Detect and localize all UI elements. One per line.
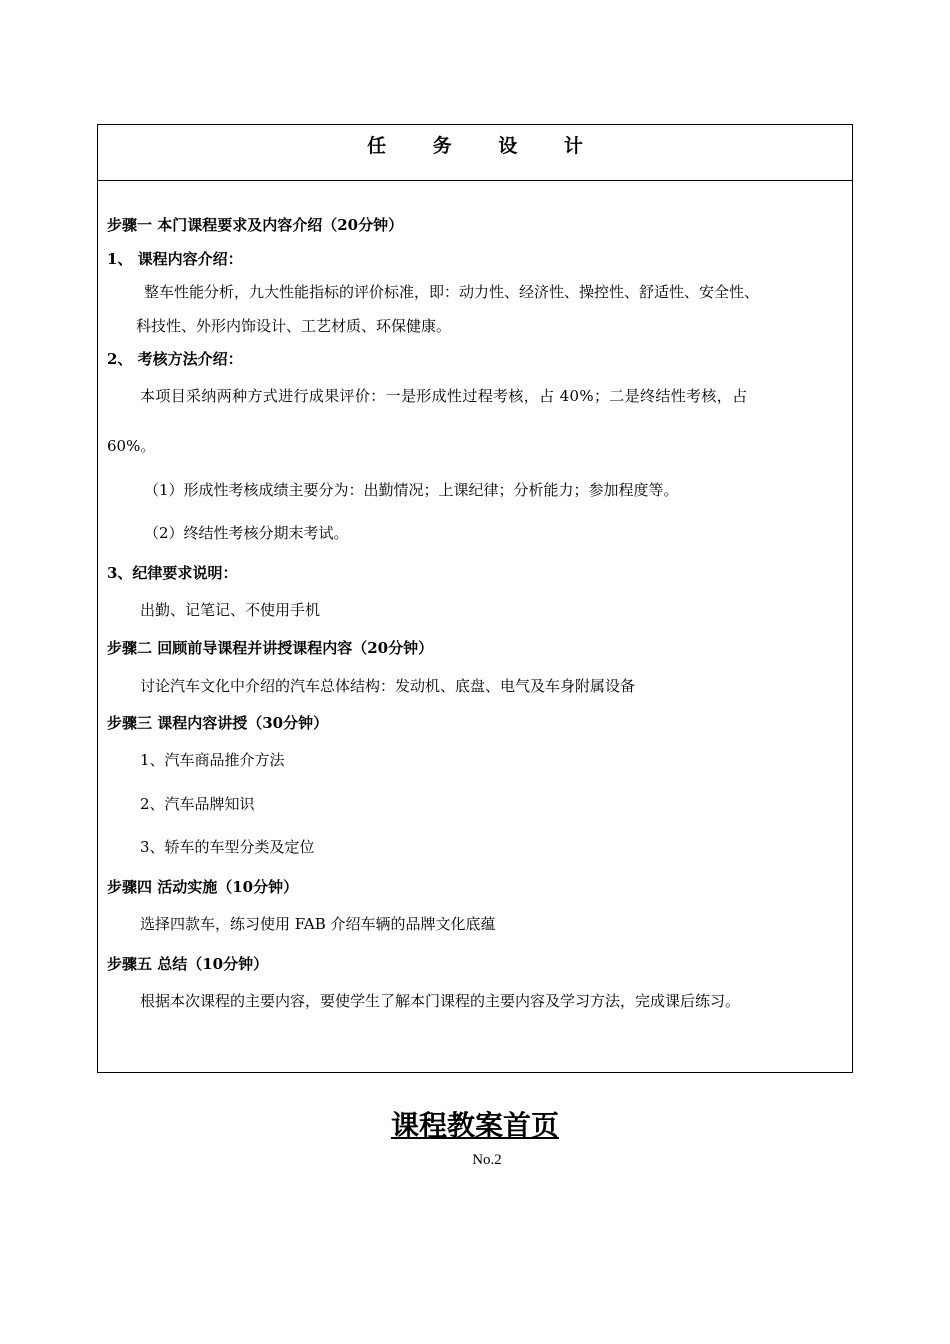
item1-text-line1: 整车性能分析，九大性能指标的评价标准，即：动力性、经济性、操控性、舒适性、安全性、 xyxy=(144,283,760,301)
step3-heading: 步骤三 课程内容讲授（30分钟） xyxy=(107,714,329,732)
step2-text: 讨论汽车文化中介绍的汽车总体结构：发动机、底盘、电气及车身附属设备 xyxy=(140,677,636,695)
step5-heading: 步骤五 总结（10分钟） xyxy=(107,955,269,973)
table-header-row xyxy=(98,125,852,181)
step4-text: 选择四款车，练习使用 FAB 介绍车辆的品牌文化底蕴 xyxy=(140,915,496,933)
table-title: 任 务 设 计 xyxy=(367,135,603,157)
item1-heading: 1、 课程内容介绍： xyxy=(107,250,243,268)
item2-text-line1: 本项目采纳两种方式进行成果评价：一是形成性过程考核，占 40%；二是终结性考核，占 xyxy=(140,387,748,405)
step3-item1: 1、汽车商品推介方法 xyxy=(140,751,285,769)
item2-heading: 2、 考核方法介绍： xyxy=(107,350,243,368)
page-number: No.2 xyxy=(472,1152,502,1168)
item2-sub1: （1）形成性考核成绩主要分为：出勤情况；上课纪律；分析能力；参加程度等。 xyxy=(144,481,679,499)
step1-heading: 步骤一 本门课程要求及内容介绍（20分钟） xyxy=(107,216,404,234)
item3-text: 出勤、记笔记、不使用手机 xyxy=(140,601,321,619)
step3-item2: 2、汽车品牌知识 xyxy=(140,795,255,813)
step2-heading: 步骤二 回顾前导课程并讲授课程内容（20分钟） xyxy=(107,639,434,657)
item2-text-line2: 60%。 xyxy=(107,437,156,455)
item1-text-line2: 科技性、外形内饰设计、工艺材质、环保健康。 xyxy=(136,317,452,335)
step5-text: 根据本次课程的主要内容，要使学生了解本门课程的主要内容及学习方法，完成课后练习。 xyxy=(140,992,741,1010)
task-design-table xyxy=(97,124,853,1073)
item3-heading: 3、纪律要求说明： xyxy=(107,564,238,582)
page-title: 课程教案首页 xyxy=(390,1109,559,1142)
item2-sub2: （2）终结性考核分期末考试。 xyxy=(144,524,349,542)
step3-item3: 3、轿车的车型分类及定位 xyxy=(140,838,315,856)
step4-heading: 步骤四 活动实施（10分钟） xyxy=(107,878,299,896)
